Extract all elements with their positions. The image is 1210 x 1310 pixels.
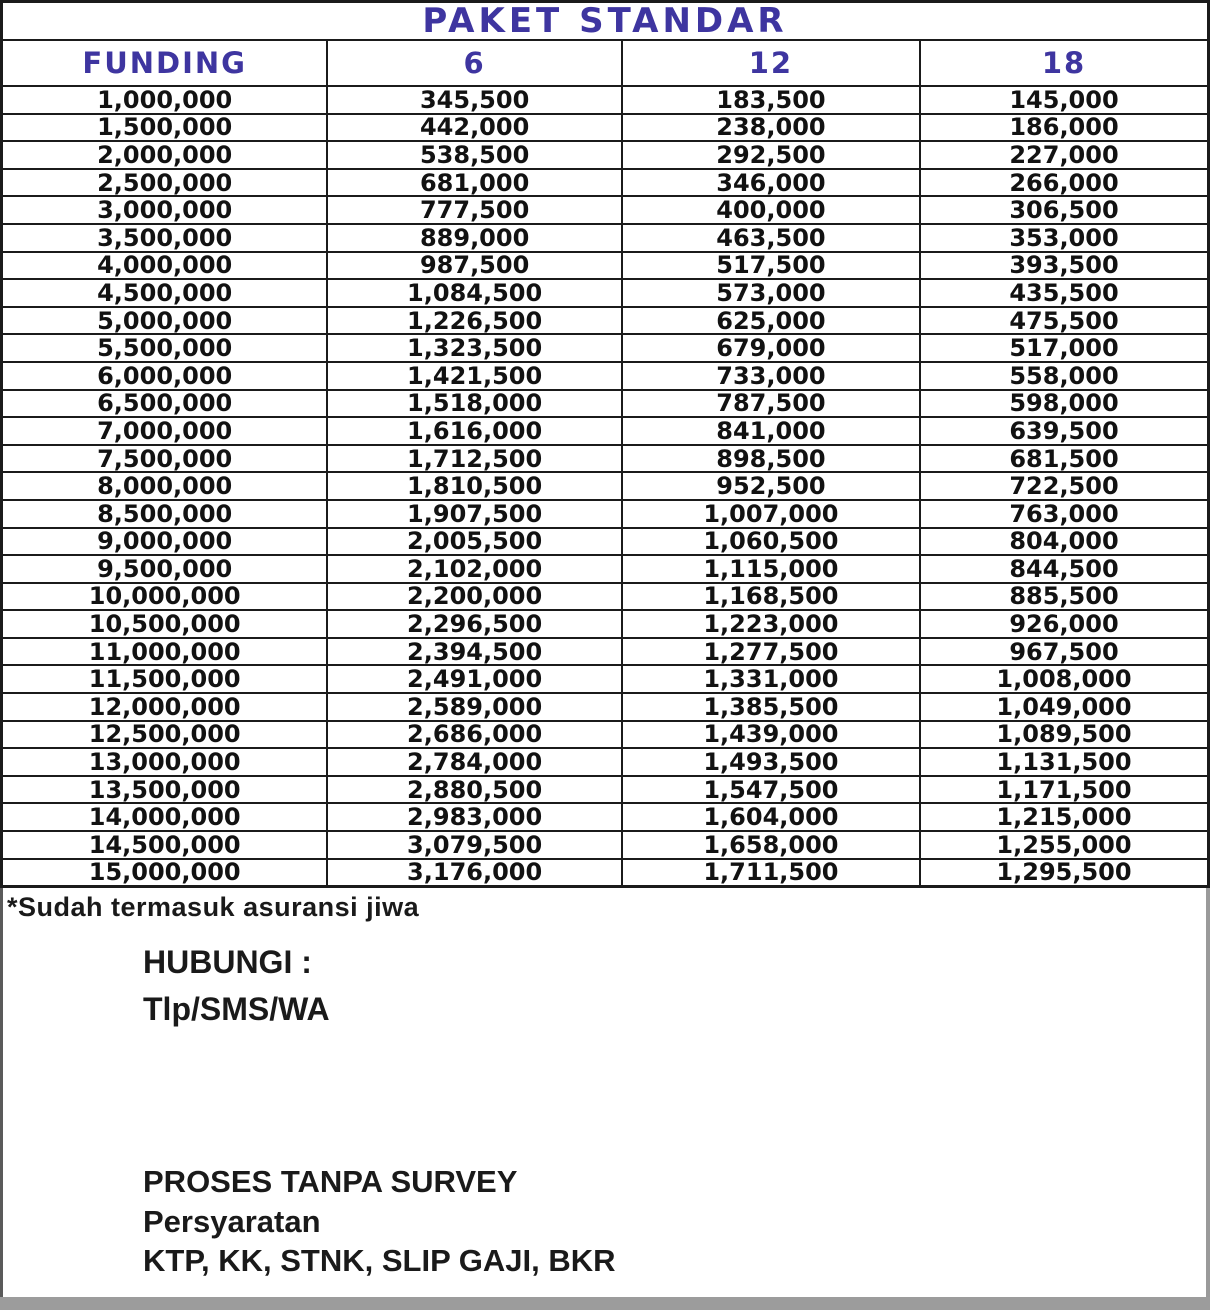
installment-cell: 2,880,500	[327, 776, 622, 804]
installment-cell: 1,907,500	[327, 500, 622, 528]
installment-cell: 517,000	[920, 334, 1209, 362]
installment-cell: 238,000	[622, 114, 920, 142]
funding-cell: 12,000,000	[2, 693, 328, 721]
installment-cell: 400,000	[622, 196, 920, 224]
installment-cell: 1,115,000	[622, 555, 920, 583]
table-row	[2, 803, 1209, 831]
funding-cell: 9,000,000	[2, 528, 328, 556]
table-row	[2, 638, 1209, 666]
funding-cell: 3,500,000	[2, 224, 328, 252]
table-row	[2, 334, 1209, 362]
funding-table-body	[2, 86, 1209, 887]
installment-cell: 1,277,500	[622, 638, 920, 666]
installment-cell: 1,711,500	[622, 859, 920, 887]
installment-cell: 2,589,000	[327, 693, 622, 721]
table-row	[2, 472, 1209, 500]
installment-cell: 1,226,500	[327, 307, 622, 335]
installment-cell: 1,049,000	[920, 693, 1209, 721]
funding-cell: 10,500,000	[2, 610, 328, 638]
installment-cell: 787,500	[622, 390, 920, 418]
contact-heading: HUBUNGI :	[143, 944, 312, 981]
installment-cell: 1,171,500	[920, 776, 1209, 804]
installment-cell: 353,000	[920, 224, 1209, 252]
table-row	[2, 859, 1209, 887]
installment-cell: 1,084,500	[327, 279, 622, 307]
installment-cell: 475,500	[920, 307, 1209, 335]
funding-cell: 3,000,000	[2, 196, 328, 224]
installment-cell: 763,000	[920, 500, 1209, 528]
installment-cell: 804,000	[920, 528, 1209, 556]
installment-cell: 1,215,000	[920, 803, 1209, 831]
table-row	[2, 417, 1209, 445]
installment-cell: 722,500	[920, 472, 1209, 500]
funding-cell: 14,000,000	[2, 803, 328, 831]
installment-cell: 3,176,000	[327, 859, 622, 887]
table-row	[2, 500, 1209, 528]
funding-cell: 7,000,000	[2, 417, 328, 445]
installment-cell: 558,000	[920, 362, 1209, 390]
column-header-12-months: 12	[622, 40, 920, 86]
installment-cell: 145,000	[920, 86, 1209, 114]
table-row	[2, 831, 1209, 859]
table-row	[2, 279, 1209, 307]
installment-cell: 1,223,000	[622, 610, 920, 638]
table-row	[2, 445, 1209, 473]
funding-cell: 12,500,000	[2, 721, 328, 749]
installment-cell: 926,000	[920, 610, 1209, 638]
footer-section	[0, 888, 1210, 1297]
funding-cell: 4,500,000	[2, 279, 328, 307]
table-row	[2, 252, 1209, 280]
requirements-block	[143, 1162, 616, 1281]
funding-cell: 7,500,000	[2, 445, 328, 473]
requirements-list: KTP, KK, STNK, SLIP GAJI, BKR	[143, 1243, 616, 1279]
installment-cell: 538,500	[327, 141, 622, 169]
installment-cell: 2,200,000	[327, 583, 622, 611]
installment-cell: 2,686,000	[327, 721, 622, 749]
installment-cell: 898,500	[622, 445, 920, 473]
process-text: PROSES TANPA SURVEY	[143, 1163, 518, 1199]
table-row	[2, 748, 1209, 776]
funding-cell: 10,000,000	[2, 583, 328, 611]
installment-cell: 186,000	[920, 114, 1209, 142]
table-row	[2, 141, 1209, 169]
installment-cell: 393,500	[920, 252, 1209, 280]
installment-cell: 1,060,500	[622, 528, 920, 556]
funding-cell: 2,000,000	[2, 141, 328, 169]
installment-cell: 1,385,500	[622, 693, 920, 721]
funding-cell: 5,500,000	[2, 334, 328, 362]
funding-cell: 11,500,000	[2, 665, 328, 693]
funding-cell: 14,500,000	[2, 831, 328, 859]
table-row	[2, 224, 1209, 252]
installment-cell: 2,983,000	[327, 803, 622, 831]
installment-cell: 3,079,500	[327, 831, 622, 859]
table-row	[2, 776, 1209, 804]
installment-cell: 1,131,500	[920, 748, 1209, 776]
installment-cell: 1,439,000	[622, 721, 920, 749]
table-row	[2, 362, 1209, 390]
table-row	[2, 693, 1209, 721]
installment-cell: 463,500	[622, 224, 920, 252]
installment-cell: 442,000	[327, 114, 622, 142]
table-row	[2, 528, 1209, 556]
contact-block	[143, 939, 1206, 1032]
funding-cell: 13,500,000	[2, 776, 328, 804]
table-row	[2, 86, 1209, 114]
funding-cell: 5,000,000	[2, 307, 328, 335]
installment-cell: 987,500	[327, 252, 622, 280]
funding-cell: 6,000,000	[2, 362, 328, 390]
funding-cell: 13,000,000	[2, 748, 328, 776]
funding-cell: 1,500,000	[2, 114, 328, 142]
title-row	[2, 2, 1209, 41]
funding-cell: 15,000,000	[2, 859, 328, 887]
column-header-18-months: 18	[920, 40, 1209, 86]
bottom-border-bar	[0, 1297, 1210, 1310]
header-row	[2, 40, 1209, 86]
installment-cell: 1,810,500	[327, 472, 622, 500]
installment-cell: 517,500	[622, 252, 920, 280]
table-row	[2, 721, 1209, 749]
table-row	[2, 114, 1209, 142]
installment-cell: 1,518,000	[327, 390, 622, 418]
installment-cell: 1,493,500	[622, 748, 920, 776]
installment-cell: 841,000	[622, 417, 920, 445]
installment-cell: 1,168,500	[622, 583, 920, 611]
table-row	[2, 665, 1209, 693]
column-header-funding: FUNDING	[2, 40, 328, 86]
installment-cell: 1,255,000	[920, 831, 1209, 859]
insurance-note: *Sudah termasuk asuransi jiwa	[7, 892, 420, 923]
installment-cell: 292,500	[622, 141, 920, 169]
installment-cell: 346,000	[622, 169, 920, 197]
installment-cell: 777,500	[327, 196, 622, 224]
installment-cell: 2,394,500	[327, 638, 622, 666]
table-row	[2, 307, 1209, 335]
installment-cell: 639,500	[920, 417, 1209, 445]
installment-cell: 889,000	[327, 224, 622, 252]
funding-cell: 1,000,000	[2, 86, 328, 114]
installment-cell: 679,000	[622, 334, 920, 362]
installment-cell: 1,089,500	[920, 721, 1209, 749]
installment-cell: 2,102,000	[327, 555, 622, 583]
table-row	[2, 196, 1209, 224]
funding-cell: 4,000,000	[2, 252, 328, 280]
installment-cell: 625,000	[622, 307, 920, 335]
installment-cell: 1,547,500	[622, 776, 920, 804]
installment-cell: 885,500	[920, 583, 1209, 611]
installment-cell: 1,008,000	[920, 665, 1209, 693]
installment-cell: 1,604,000	[622, 803, 920, 831]
installment-cell: 2,784,000	[327, 748, 622, 776]
installment-cell: 598,000	[920, 390, 1209, 418]
installment-cell: 1,421,500	[327, 362, 622, 390]
funding-cell: 6,500,000	[2, 390, 328, 418]
installment-cell: 573,000	[622, 279, 920, 307]
installment-cell: 952,500	[622, 472, 920, 500]
column-header-6-months: 6	[327, 40, 622, 86]
installment-cell: 435,500	[920, 279, 1209, 307]
funding-cell: 8,500,000	[2, 500, 328, 528]
funding-cell: 9,500,000	[2, 555, 328, 583]
installment-cell: 183,500	[622, 86, 920, 114]
installment-cell: 266,000	[920, 169, 1209, 197]
table-row	[2, 610, 1209, 638]
installment-cell: 227,000	[920, 141, 1209, 169]
installment-cell: 681,000	[327, 169, 622, 197]
installment-cell: 844,500	[920, 555, 1209, 583]
installment-cell: 2,005,500	[327, 528, 622, 556]
requirements-label: Persyaratan	[143, 1203, 321, 1239]
installment-cell: 733,000	[622, 362, 920, 390]
installment-cell: 1,323,500	[327, 334, 622, 362]
table-row	[2, 583, 1209, 611]
installment-cell: 1,712,500	[327, 445, 622, 473]
installment-cell: 2,491,000	[327, 665, 622, 693]
funding-cell: 11,000,000	[2, 638, 328, 666]
installment-cell: 345,500	[327, 86, 622, 114]
installment-cell: 1,616,000	[327, 417, 622, 445]
funding-cell: 8,000,000	[2, 472, 328, 500]
installment-cell: 1,295,500	[920, 859, 1209, 887]
table-title: PAKET STANDAR	[2, 2, 1209, 41]
table-row	[2, 555, 1209, 583]
funding-cell: 2,500,000	[2, 169, 328, 197]
table-row	[2, 169, 1209, 197]
installment-cell: 306,500	[920, 196, 1209, 224]
installment-cell: 967,500	[920, 638, 1209, 666]
installment-cell: 1,331,000	[622, 665, 920, 693]
table-row	[2, 390, 1209, 418]
installment-cell: 1,658,000	[622, 831, 920, 859]
installment-cell: 2,296,500	[327, 610, 622, 638]
installment-cell: 1,007,000	[622, 500, 920, 528]
installment-cell: 681,500	[920, 445, 1209, 473]
contact-channels: Tlp/SMS/WA	[143, 990, 330, 1027]
